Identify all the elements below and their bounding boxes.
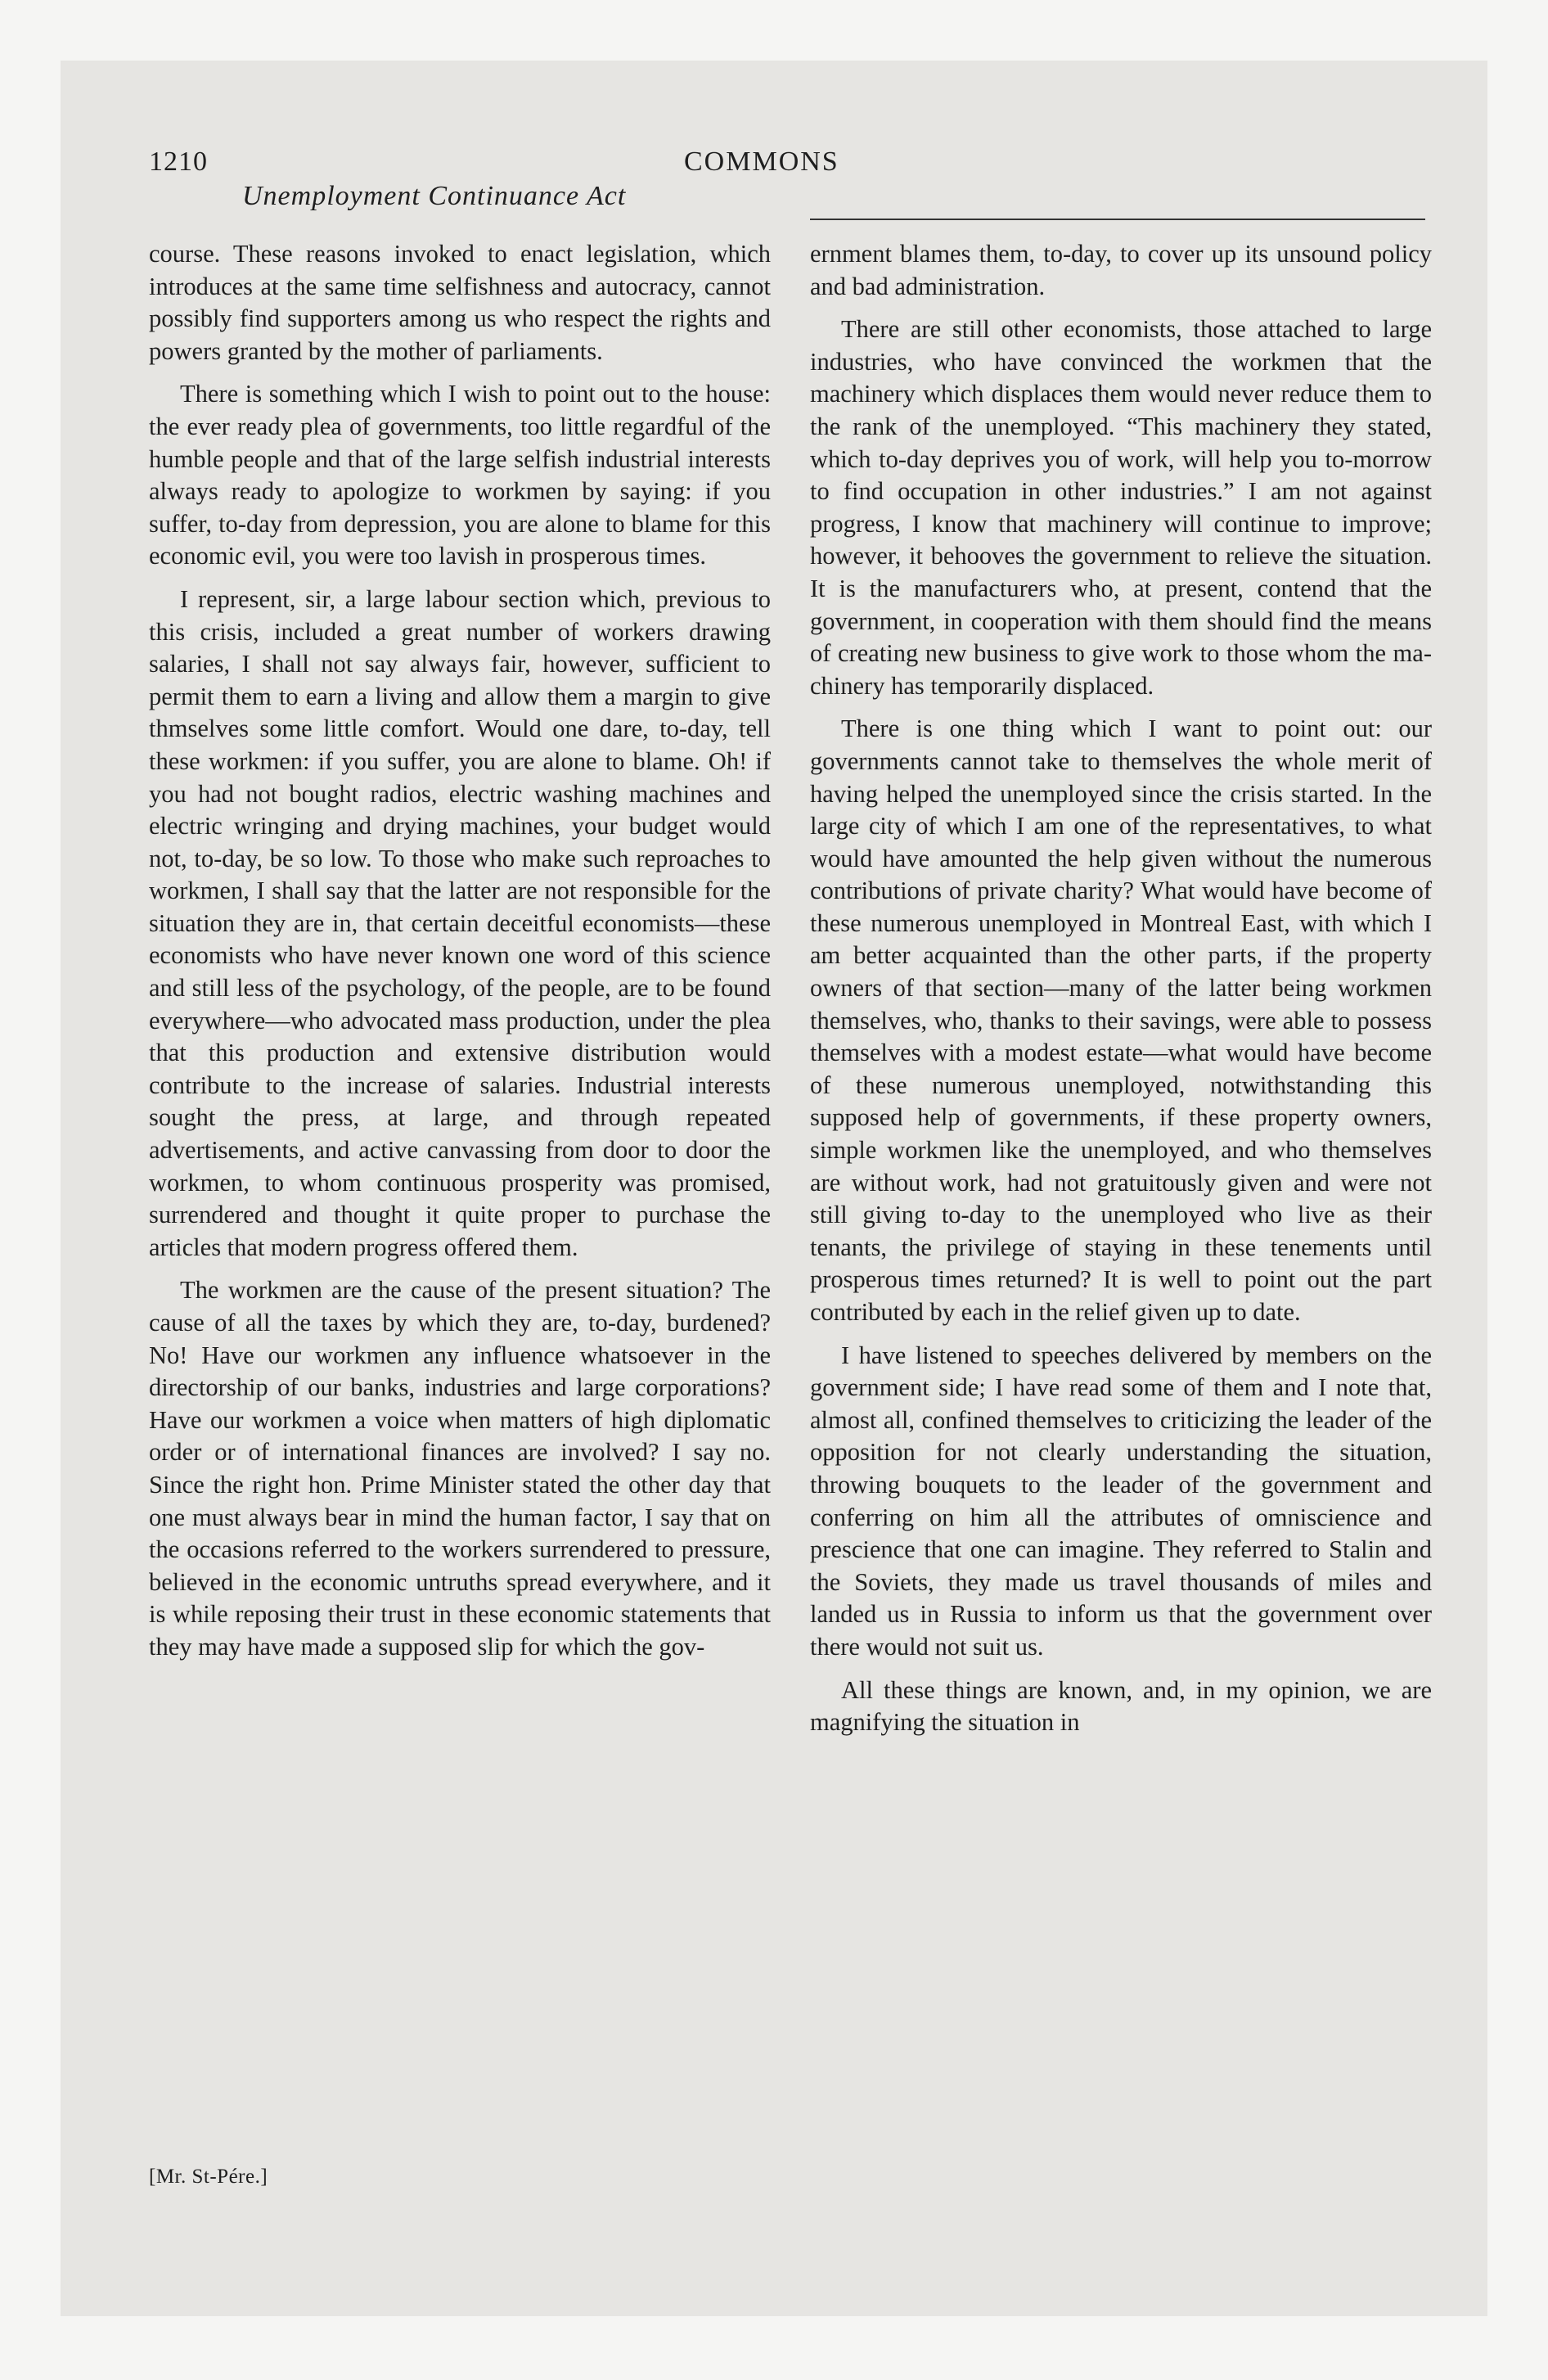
paragraph: There is something which I wish to point out to the house: the ever ready plea of governments, too little regardful of the humble people and that of the large selfish industrial interests always ready to apologize to workmen by saying: if you suffer, to-day from depression, you are alone to blame for this economic evil, you were too lavish in prosperous times. <box>149 380 771 570</box>
right-column <box>810 238 1432 1750</box>
paragraph: course. These reasons invoked to enact legislation, which introduces at the same time selfishness and autocracy, cannot possibly find supporters among us who respect the rights and powers granted by the mother of parliaments. <box>149 240 771 365</box>
header-rule <box>810 219 1425 220</box>
paragraph: There is one thing which I want to point out: our governments cannot take to themselves the whole merit of having helped the unemployed since the crisis started. In the large city of which I am one of the representatives, to what would have amounted the help given without the numerous contributions of private charity? What would have become of these numerous unemployed in Montreal East, with which I am better acquainted than the other parts, if the property owners of that section—many of the latter being workmen themselves, who, thanks to their savings, were able to possess themselves with a modest estate—what would have become of these numerous unemployed, notwithstanding this supposed help of governments, if these property owners, simple workmen like the unemployed, and who themselves are without work, had not gratuitously given and were not still giving to-day to the unemployed who live as their tenants, the privilege of staying in these tenements until prosperous times returned? It is well to point out the part contributed by each in the relief given up to date. <box>810 714 1432 1326</box>
paragraph: I represent, sir, a large labour section which, previous to this crisis, included a great number of workers drawing salaries, I shall not say always fair, however, sufficient to permit them to earn a living and allow them a margin to give thmselves some little comfort. Would one dare, to-day, tell these workmen: if you suffer, you are alone to blame. Oh! if you had not bought radios, electric washing machines and electric wringing and drying machines, your budget would not, to-day, be so low. To those who make such reproaches to workmen, I shall say that the latter are not responsible for the situation they are in, that certain deceitful economists—these economists who have never known one word of this science and still less of the psychology, of the people, are to be found everywhere—who advocated mass production, under the plea that this production and extensive distribution would contribute to the increase of salaries. Industrial interests sought the press, at large, and through repeated advertisements, and active canvassing from door to door the workmen, to whom continuous prosperity was promised, surrendered and thought it quite proper to purchase the articles that modern progress offered them. <box>149 584 771 1261</box>
paragraph: There are still other economists, those attached to large industries, who have convinced the workmen that the machinery which displaces them would never reduce them to the rank of the unemployed. “This machinery they stated, which to-day deprives you of work, will help you to-morrow to find occupation in other industries.” I am not against progress, I know that machinery will continue to improve; however, it behooves the government to relieve the situation. It is the manufacturers who, at present, contend that the government, in cooperation with them should find the means of creating new business to give work to those whom the machinery has temporarily displaced. <box>810 315 1432 700</box>
paragraph: ernment blames them, to-day, to cover up its unsound policy and bad administration. <box>810 240 1432 300</box>
page-number: 1210 <box>149 146 208 177</box>
running-title: Unemployment Continuance Act <box>242 181 627 211</box>
paragraph: The workmen are the cause of the present situation? The cause of all the taxes by which they are, to-day, burdened? No! Have our workmen any influence whatsoever in the directorship of our banks, industries and large corporations? Have our workmen a voice when matters of high diplomatic order or of international finances are involved? I say no. Since the right hon. Prime Minister stated the other day that one must always bear in mind the human factor, I say that on the occasions referred to the workers surrendered to pressure, believed in the economic untruths spread everywhere, and it is while reposing their trust in these economic statements that they may have made a supposed slip for which the gov- <box>149 1276 771 1661</box>
house-heading: COMMONS <box>684 146 839 177</box>
paragraph: I have listened to speeches delivered by members on the government side; I have read some of them and I note that, almost all, confined themselves to criticizing the leader of the opposition for not clearly understanding the situation, throwing bouquets to the leader of the government and conferring on him all the attributes of omniscience and prescience that one can imagine. They referred to Stalin and the Soviets, they made us travel thousands of miles and landed us in Russia to inform us that the government over there would not suit us. <box>810 1341 1432 1661</box>
left-column <box>149 238 771 1675</box>
speaker-footer: [Mr. St-Pére.] <box>149 2166 268 2188</box>
paragraph: All these things are known, and, in my opinion, we are magnifying the situation in <box>810 1675 1432 1737</box>
